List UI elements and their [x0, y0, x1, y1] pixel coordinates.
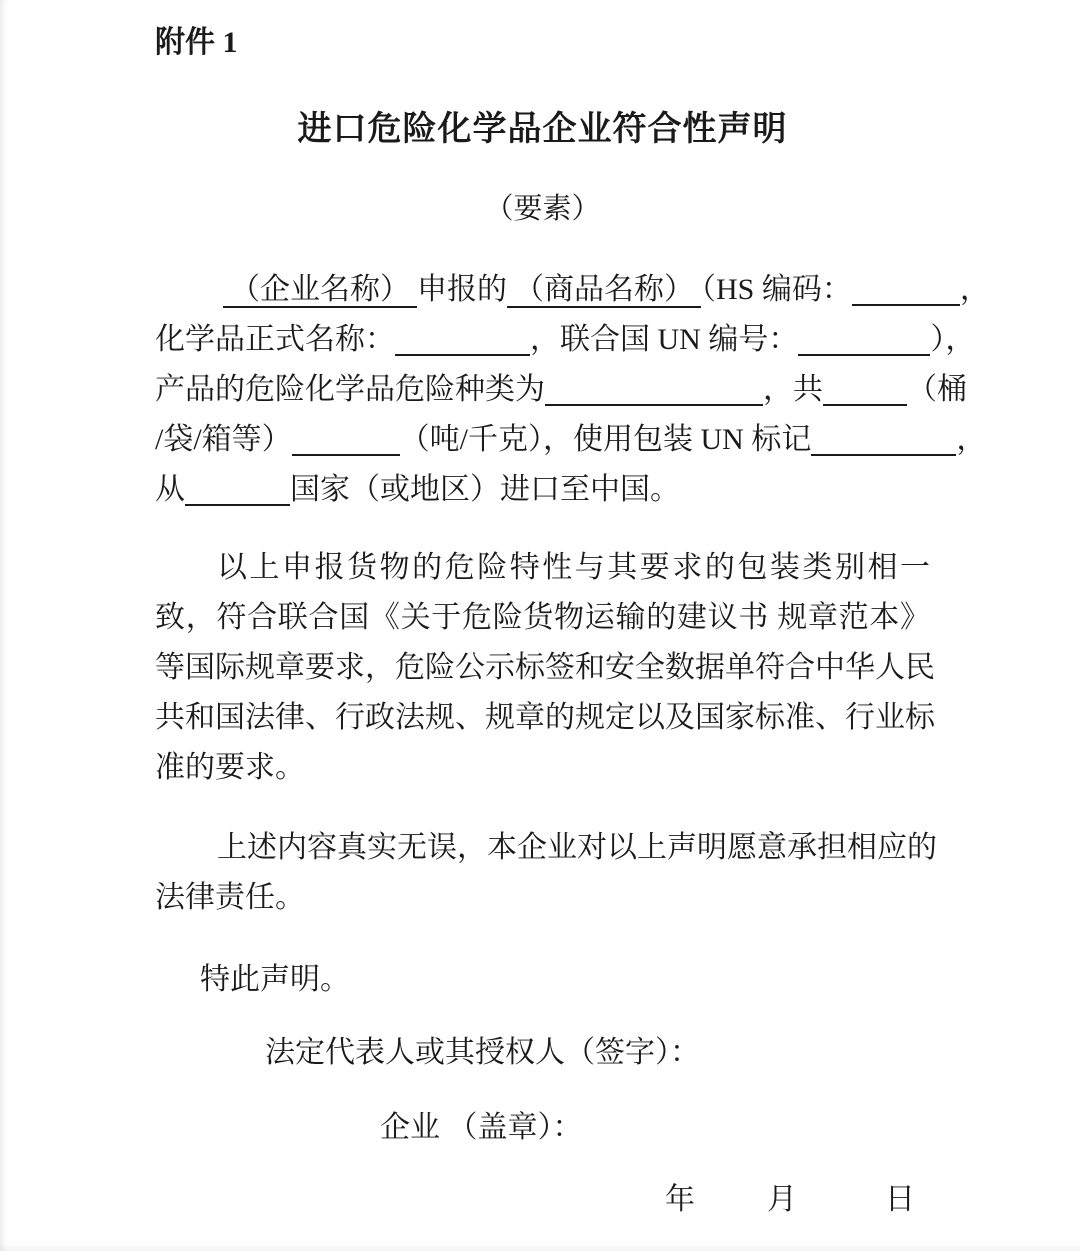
- p1-text: ，共: [763, 373, 823, 406]
- closing-statement: [155, 955, 930, 1005]
- un-mark-blank: [811, 454, 956, 456]
- paragraph-declaration: [155, 265, 990, 515]
- closing-line: 特此声明。: [200, 963, 350, 996]
- p1-text: ，: [956, 423, 987, 456]
- date-block: [665, 1175, 930, 1225]
- document-title: 进口危险化学品企业符合性声明: [297, 111, 788, 148]
- p1-line-3: [155, 365, 967, 415]
- p2-line-4: 共和国法律、行政法规、规章的规定以及国家标准、行业标: [155, 701, 935, 734]
- p1-line-4: [155, 415, 987, 465]
- document-subtitle: （要素）: [484, 193, 601, 225]
- signature-block: [265, 1028, 930, 1078]
- company-name-field: （企业名称）: [223, 273, 417, 308]
- package-type-label: /袋/箱等）: [155, 423, 292, 456]
- product-name-field: （商品名称）: [507, 273, 701, 308]
- hs-code-label: （HS 编码：: [701, 273, 852, 306]
- p3-line-1: 上述内容真实无误，本企业对以上声明愿意承担相应的: [217, 831, 937, 864]
- hazard-class-label: 产品的危险化学品危险种类为: [155, 373, 545, 406]
- legal-representative-line: 法定代表人或其授权人（签字）：: [265, 1036, 700, 1069]
- date-line: [665, 1175, 930, 1225]
- country-blank: [185, 504, 290, 506]
- p1-line-2: [155, 315, 976, 365]
- quantity-blank: [292, 454, 400, 456]
- hazard-class-blank: [545, 404, 763, 406]
- p1-text: （桶: [907, 373, 967, 406]
- date-day-label: 日: [885, 1183, 915, 1216]
- p2-line-2: 致，符合联合国《关于危险货物运输的建议书 规章范本》: [155, 601, 930, 634]
- package-count-blank: [823, 404, 907, 406]
- hs-code-blank: [852, 304, 960, 306]
- paragraph-compliance: [155, 543, 935, 793]
- p1-line-5: [155, 465, 930, 515]
- un-mark-label: （吨/千克），使用包装 UN 标记: [399, 423, 812, 456]
- from-label: 从: [155, 473, 185, 506]
- p1-line-1: [155, 265, 990, 315]
- p3-line-2: 法律责任。: [155, 881, 305, 914]
- chemical-name-blank: [395, 354, 530, 356]
- import-text: 国家（或地区）进口至中国。: [290, 473, 680, 506]
- date-month-label: 月: [767, 1183, 797, 1216]
- date-year-label: 年: [665, 1183, 695, 1216]
- p1-text: 申报的: [417, 273, 507, 306]
- attachment-label: 附件 1: [155, 26, 238, 59]
- paragraph-liability: [155, 823, 937, 923]
- p2-line-3: 等国际规章要求，危险公示标签和安全数据单符合中华人民: [155, 651, 935, 684]
- p2-line-1: 以上申报货物的危险特性与其要求的包装类别相一: [217, 551, 930, 584]
- p1-text: ，: [959, 273, 990, 306]
- chemical-name-label: 化学品正式名称：: [155, 323, 395, 356]
- company-seal-line: 企业 （盖章）：: [380, 1111, 583, 1144]
- company-seal-block: [380, 1103, 930, 1153]
- p2-line-5: 准的要求。: [155, 751, 305, 784]
- un-number-label: ，联合国 UN 编号：: [530, 323, 799, 356]
- p1-text: ），: [930, 323, 976, 356]
- un-number-blank: [798, 354, 930, 356]
